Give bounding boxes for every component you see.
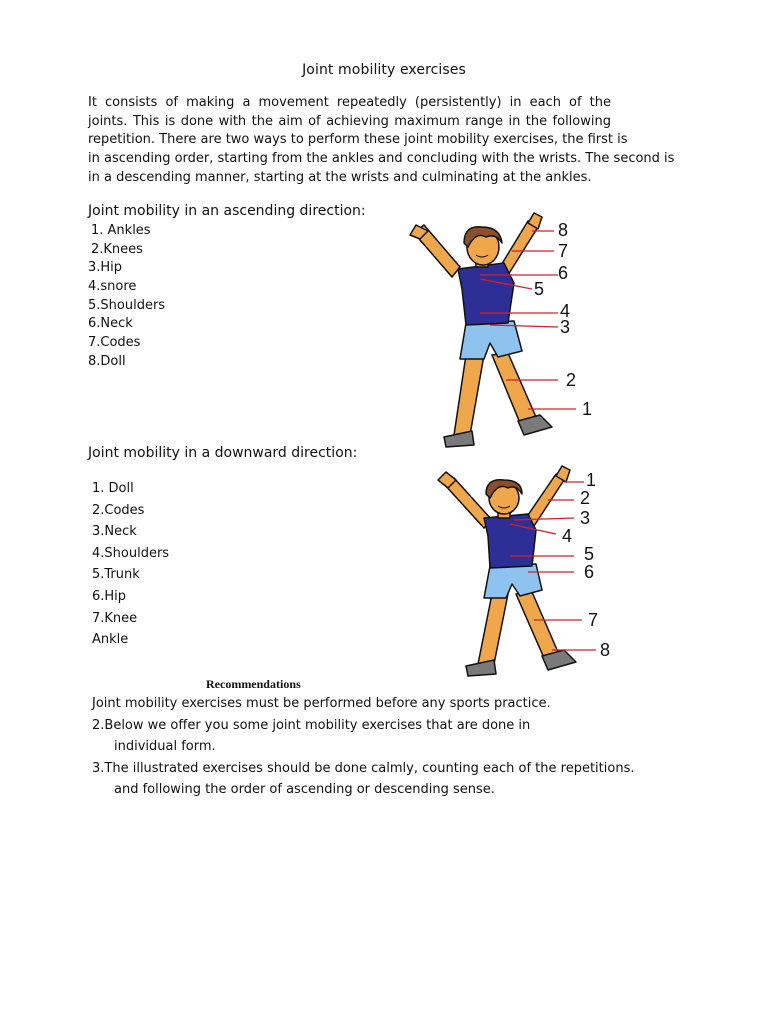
descending-label-8: 8: [600, 640, 611, 660]
recommendation-line-5: and following the order of ascending or descending sense.: [114, 782, 495, 797]
intro-line-1: It consists of making a movement repeatedly (persistently) in each of the: [88, 95, 611, 110]
recommendation-line-2: 2.Below we offer you some joint mobility exercises that are done in: [92, 717, 531, 733]
ascending-label-3: 3: [560, 317, 571, 337]
ascending-item-6: 6.Neck: [88, 316, 133, 332]
ascending-label-6: 6: [558, 263, 569, 283]
descending-label-4: 4: [562, 526, 573, 546]
ascending-item-4: 4.snore: [88, 279, 137, 295]
descending-list: [92, 478, 169, 651]
recommendations-list: [92, 693, 634, 801]
intro-line-4: in ascending order, starting from the ankles and concluding with the wrists. The second is: [88, 151, 675, 167]
ascending-heading: Joint mobility in an ascending direction:: [88, 203, 366, 219]
recommendation-line-3: individual form.: [114, 739, 216, 754]
descending-item-1: 1. Doll: [92, 481, 134, 496]
descending-item-7: 7.Knee: [92, 610, 138, 626]
ascending-label-2: 2: [566, 370, 577, 390]
ascending-item-5: 5.Shoulders: [88, 297, 166, 313]
ascending-label-1: 1: [582, 399, 593, 419]
ascending-list: [88, 222, 165, 372]
descending-item-6: 6.Hip: [92, 588, 127, 604]
descending-item-2: 2.Codes: [92, 502, 145, 518]
descending-item-4: 4.Shoulders: [92, 545, 170, 561]
recommendations-title: Recommendations: [206, 677, 301, 691]
descending-label-7: 7: [588, 610, 599, 630]
ascending-item-7: 7.Codes: [88, 335, 141, 351]
descending-label-1: 1: [586, 470, 597, 490]
descending-label-3: 3: [580, 508, 591, 528]
recommendation-line-4: 3.The illustrated exercises should be done calmly, counting each of the repetitions.: [92, 760, 635, 776]
intro-line-5: in a descending manner, starting at the wrists and culminating at the ankles.: [88, 169, 592, 185]
figure-body: [438, 466, 576, 676]
page-title: Joint mobility exercises: [302, 62, 466, 78]
descending-label-6: 6: [584, 562, 595, 582]
descending-label-2: 2: [580, 488, 591, 508]
descending-figure: [424, 462, 624, 688]
intro-line-2: joints. This is done with the aim of achieving maximum range in the following: [88, 113, 611, 129]
ascending-label-7: 7: [558, 241, 569, 261]
ascending-label-5: 5: [534, 279, 545, 299]
recommendation-line-1: Joint mobility exercises must be performed before any sports practice.: [92, 696, 551, 711]
descending-item-3: 3.Neck: [92, 524, 137, 540]
intro-line-3: repetition. There are two ways to perform these joint mobility exercises, the first is: [88, 132, 628, 148]
descending-heading: Joint mobility in a downward direction:: [88, 445, 358, 461]
descending-item-5: 5.Trunk: [92, 567, 140, 583]
ascending-item-3: 3.Hip: [88, 260, 123, 276]
ascending-item-2: 2.Knees: [91, 241, 143, 257]
ascending-label-4: 4: [560, 301, 571, 321]
ascending-label-8: 8: [558, 220, 569, 240]
ascending-item-8: 8.Doll: [88, 353, 126, 369]
figure-body: [410, 213, 552, 447]
intro-paragraph: [88, 94, 688, 188]
descending-label-5: 5: [584, 544, 595, 564]
ascending-figure: [400, 205, 600, 455]
ascending-item-1: 1. Ankles: [91, 223, 151, 238]
descending-item-8: Ankle: [92, 632, 129, 648]
